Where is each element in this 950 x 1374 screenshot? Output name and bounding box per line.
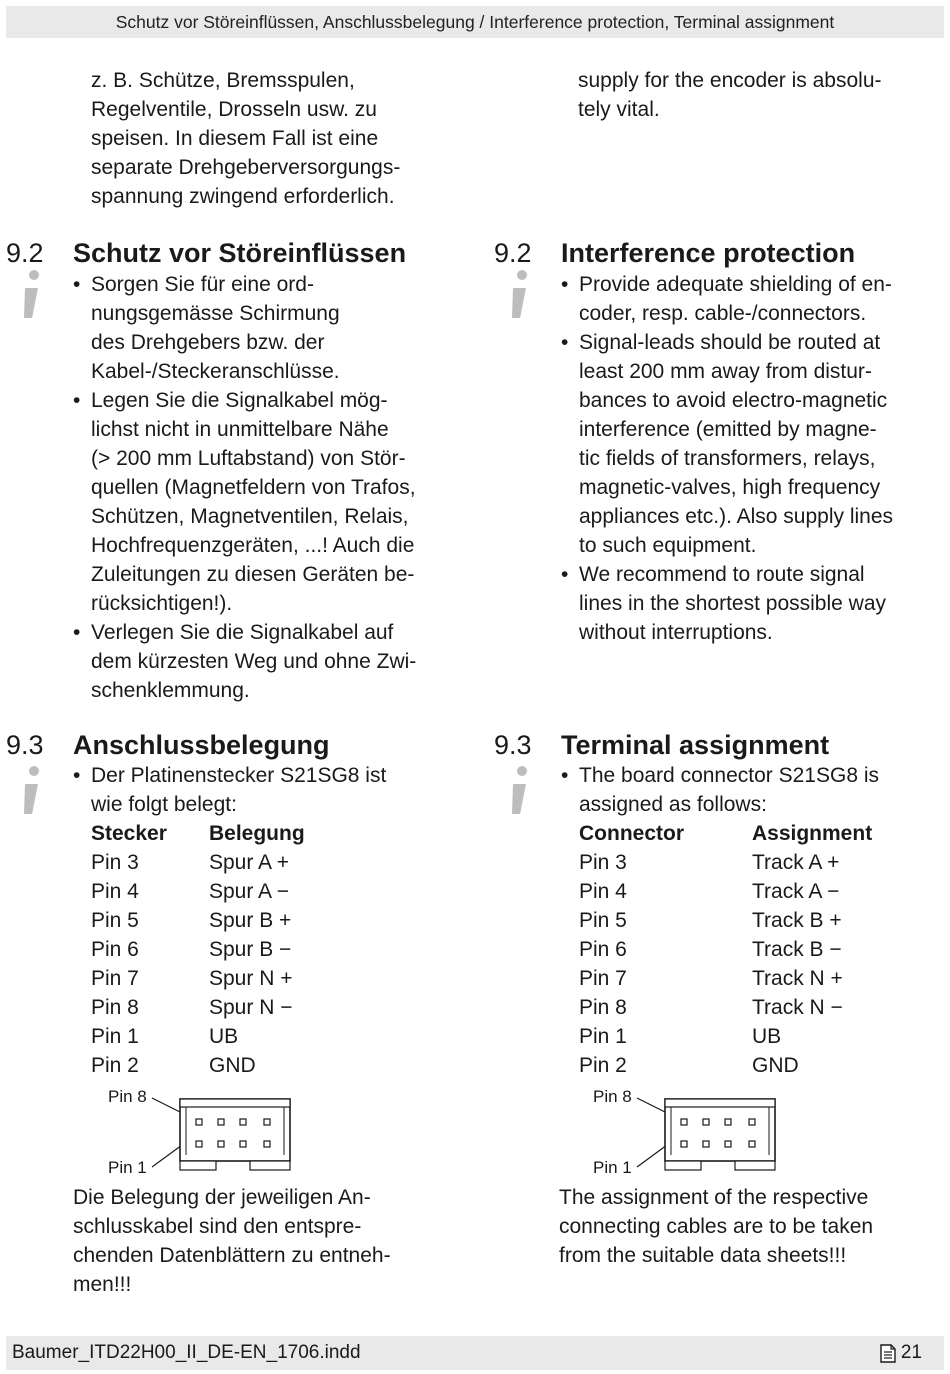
table-cell: Pin 6	[91, 938, 139, 961]
text-line: to such equipment.	[579, 534, 757, 557]
text-line: Provide adequate shielding of en-	[579, 273, 892, 296]
text-line: Legen Sie die Signalkabel mög-	[91, 389, 388, 412]
text-line: supply for the encoder is absolu-	[578, 69, 882, 92]
text-line: magnetic-valves, high frequency	[579, 476, 881, 499]
en-connector-diagram	[588, 1085, 788, 1185]
de-connector-diagram	[100, 1085, 300, 1185]
table-header-row	[579, 819, 872, 848]
de-section-9-3-bullets	[73, 761, 461, 819]
list-item: • Der Platinenstecker S21SG8 ist wie folgt belegt:	[73, 761, 461, 819]
text-line: Sorgen Sie für eine ord-	[91, 273, 314, 296]
en-section-9-2-bullets	[561, 270, 947, 647]
pin-1-label: Pin 1	[593, 1158, 632, 1177]
section-number: 9.2	[6, 238, 44, 268]
text-line: Zuleitungen zu diesen Geräten be-	[91, 563, 415, 586]
table-cell: Track B +	[752, 909, 842, 932]
text-line: (> 200 mm Luftabstand) von Stör-	[91, 447, 406, 470]
text-line: separate Drehgeberversorgungs-	[91, 156, 401, 179]
table-cell: Pin 6	[579, 938, 627, 961]
text-line: interference (emitted by magne-	[579, 418, 877, 441]
table-cell: Track B −	[752, 938, 842, 961]
en-section-9-3-heading	[488, 728, 948, 762]
list-item: • Signal-leads should be routed at least 200 mm away from distur- bances to avoid electro-magnetic interference (emitted by magne- tic fields of transformers, relays, magnetic-valves, high frequency appliances etc.). Also supply lines to such equipment.	[561, 328, 947, 560]
table-cell: Spur N −	[209, 996, 293, 1019]
en-closing-paragraph	[559, 1183, 947, 1270]
text-line: z. B. Schütze, Bremsspulen,	[91, 69, 355, 92]
footer-filename: Baumer_ITD22H00_II_DE-EN_1706.indd	[12, 1342, 361, 1363]
page-number: 21	[900, 1342, 922, 1363]
table-cell: Pin 1	[579, 1025, 627, 1048]
page-header	[6, 6, 944, 38]
section-number: 9.3	[494, 730, 532, 760]
text-line: Regelventile, Drosseln usw. zu	[91, 98, 377, 121]
table-cell: Pin 8	[91, 996, 139, 1019]
de-section-9-2-bullets	[73, 270, 461, 705]
table-cell: UB	[209, 1025, 239, 1048]
table-cell: Spur N +	[209, 967, 293, 990]
text-line: least 200 mm away from distur-	[579, 360, 872, 383]
text-line: bances to avoid electro-magnetic	[579, 389, 888, 412]
text-line: appliances etc.). Also supply lines	[579, 505, 894, 528]
en-intro-paragraph	[578, 66, 946, 124]
text-line: rücksichtigen!).	[91, 592, 233, 615]
text-line: dem kürzesten Weg und ohne Zwi-	[91, 650, 417, 673]
column-header: Assignment	[752, 822, 873, 845]
table-row	[579, 877, 872, 906]
section-number: 9.2	[494, 238, 532, 268]
table-row	[91, 993, 305, 1022]
table-cell: Pin 2	[579, 1054, 627, 1077]
list-item: • Provide adequate shielding of en- coder, resp. cable-/connectors.	[561, 270, 947, 328]
text-line: chenden Datenblättern zu entneh-	[73, 1244, 391, 1267]
table-cell: Pin 5	[579, 909, 627, 932]
table-cell: UB	[752, 1025, 782, 1048]
table-cell: Track A +	[752, 851, 840, 874]
table-cell: Pin 3	[91, 851, 139, 874]
text-line: Der Platinenstecker S21SG8 ist	[91, 764, 387, 787]
de-pin-table	[91, 819, 305, 1080]
table-header-row	[91, 819, 305, 848]
table-row	[579, 906, 872, 935]
text-line: The board connector S21SG8 is	[579, 764, 880, 787]
info-i-icon	[502, 266, 538, 326]
table-row	[91, 964, 305, 993]
info-i-icon	[14, 266, 50, 326]
section-title: Interference protection	[561, 238, 856, 268]
text-line: schlusskabel sind den entspre-	[73, 1215, 362, 1238]
info-i-icon	[502, 762, 538, 822]
text-line: Signal-leads should be routed at	[579, 331, 881, 354]
table-row	[91, 1051, 305, 1080]
table-row	[579, 935, 872, 964]
de-intro-paragraph	[91, 66, 461, 211]
table-cell: Spur B +	[209, 909, 292, 932]
text-line: schenklemmung.	[91, 679, 250, 702]
pin-8-label: Pin 8	[593, 1087, 632, 1106]
pin-1-label: Pin 1	[108, 1158, 147, 1177]
table-cell: Pin 7	[91, 967, 139, 990]
de-closing-paragraph	[73, 1183, 461, 1299]
text-line: We recommend to route signal	[579, 563, 865, 586]
table-cell: Track A −	[752, 880, 840, 903]
table-row	[91, 906, 305, 935]
table-cell: Spur A +	[209, 851, 289, 874]
text-line: connecting cables are to be taken	[559, 1215, 874, 1238]
en-pin-table	[579, 819, 872, 1080]
table-row	[579, 964, 872, 993]
page-header-title: Schutz vor Störeinflüssen, Anschlussbelegung / Interference protection, Terminal assignment	[115, 12, 835, 32]
table-cell: GND	[752, 1054, 799, 1077]
list-item: • Sorgen Sie für eine ord- nungsgemässe Schirmung des Drehgebers bzw. der Kabel-/Steckeranschlüsse.	[73, 270, 461, 386]
text-line: The assignment of the respective	[559, 1186, 869, 1209]
page-icon	[880, 1344, 896, 1363]
table-cell: Track N −	[752, 996, 843, 1019]
list-item: • We recommend to route signal lines in the shortest possible way without interruptions.	[561, 560, 947, 647]
list-item: • Legen Sie die Signalkabel mög- lichst nicht in unmittelbare Nähe (> 200 mm Luftabstand) von Stör- quellen (Magnetfeldern von Trafos, Schützen, Magnetventilen, Relais, Hochfrequenzgeräten, ...! Auch die Zuleitungen zu diesen Geräten be- rücksichtigen!).	[73, 386, 461, 618]
table-cell: Spur B −	[209, 938, 292, 961]
de-section-9-3-heading	[0, 728, 470, 762]
text-line: men!!!	[73, 1273, 132, 1296]
text-line: Die Belegung der jeweiligen An-	[73, 1186, 371, 1209]
text-line: Kabel-/Steckeranschlüsse.	[91, 360, 340, 383]
text-line: from the suitable data sheets!!!	[559, 1244, 847, 1267]
text-line: assigned as follows:	[579, 793, 767, 816]
table-row	[579, 848, 872, 877]
text-line: des Drehgebers bzw. der	[91, 331, 325, 354]
list-item: • The board connector S21SG8 is assigned as follows:	[561, 761, 947, 819]
table-row	[91, 848, 305, 877]
text-line: tic fields of transformers, relays,	[579, 447, 876, 470]
table-cell: Pin 5	[91, 909, 139, 932]
text-line: nungsgemässe Schirmung	[91, 302, 340, 325]
text-line: spannung zwingend erforderlich.	[91, 185, 395, 208]
table-row	[579, 993, 872, 1022]
table-cell: Spur A −	[209, 880, 289, 903]
column-header: Belegung	[209, 822, 305, 845]
text-line: Verlegen Sie die Signalkabel auf	[91, 621, 394, 644]
table-cell: Pin 3	[579, 851, 627, 874]
table-cell: Pin 4	[579, 880, 627, 903]
table-cell: Pin 2	[91, 1054, 139, 1077]
page-footer	[6, 1336, 944, 1370]
connector-drawing	[100, 1085, 300, 1185]
de-section-9-2-heading	[0, 236, 470, 270]
en-section-9-2-heading	[488, 236, 948, 270]
table-cell: Pin 8	[579, 996, 627, 1019]
table-row	[91, 1022, 305, 1051]
section-title: Anschlussbelegung	[73, 730, 330, 760]
list-item: • Verlegen Sie die Signalkabel auf dem kürzesten Weg und ohne Zwi- schenklemmung.	[73, 618, 461, 705]
text-line: Schützen, Magnetventilen, Relais,	[91, 505, 409, 528]
text-line: speisen. In diesem Fall ist eine	[91, 127, 379, 150]
column-header: Stecker	[91, 822, 167, 845]
table-cell: Track N +	[752, 967, 843, 990]
pin-8-label: Pin 8	[108, 1087, 147, 1106]
en-section-9-3-bullets	[561, 761, 947, 819]
info-i-icon	[14, 762, 50, 822]
table-cell: Pin 1	[91, 1025, 139, 1048]
text-line: lines in the shortest possible way	[579, 592, 886, 615]
section-number: 9.3	[6, 730, 44, 760]
connector-drawing	[585, 1085, 785, 1185]
text-line: quellen (Magnetfeldern von Trafos,	[91, 476, 416, 499]
table-cell: Pin 4	[91, 880, 139, 903]
table-cell: Pin 7	[579, 967, 627, 990]
table-row	[91, 877, 305, 906]
table-cell: GND	[209, 1054, 256, 1077]
text-line: Hochfrequenzgeräten, ...! Auch die	[91, 534, 415, 557]
section-title: Terminal assignment	[561, 730, 830, 760]
section-title: Schutz vor Störeinflüssen	[73, 238, 407, 268]
text-line: without interruptions.	[579, 621, 773, 644]
table-row	[91, 935, 305, 964]
column-header: Connector	[579, 822, 684, 845]
text-line: coder, resp. cable-/connectors.	[579, 302, 867, 325]
table-row	[579, 1051, 872, 1080]
table-row	[579, 1022, 872, 1051]
text-line: wie folgt belegt:	[91, 793, 237, 816]
text-line: lichst nicht in unmittelbare Nähe	[91, 418, 389, 441]
text-line: tely vital.	[578, 98, 660, 121]
